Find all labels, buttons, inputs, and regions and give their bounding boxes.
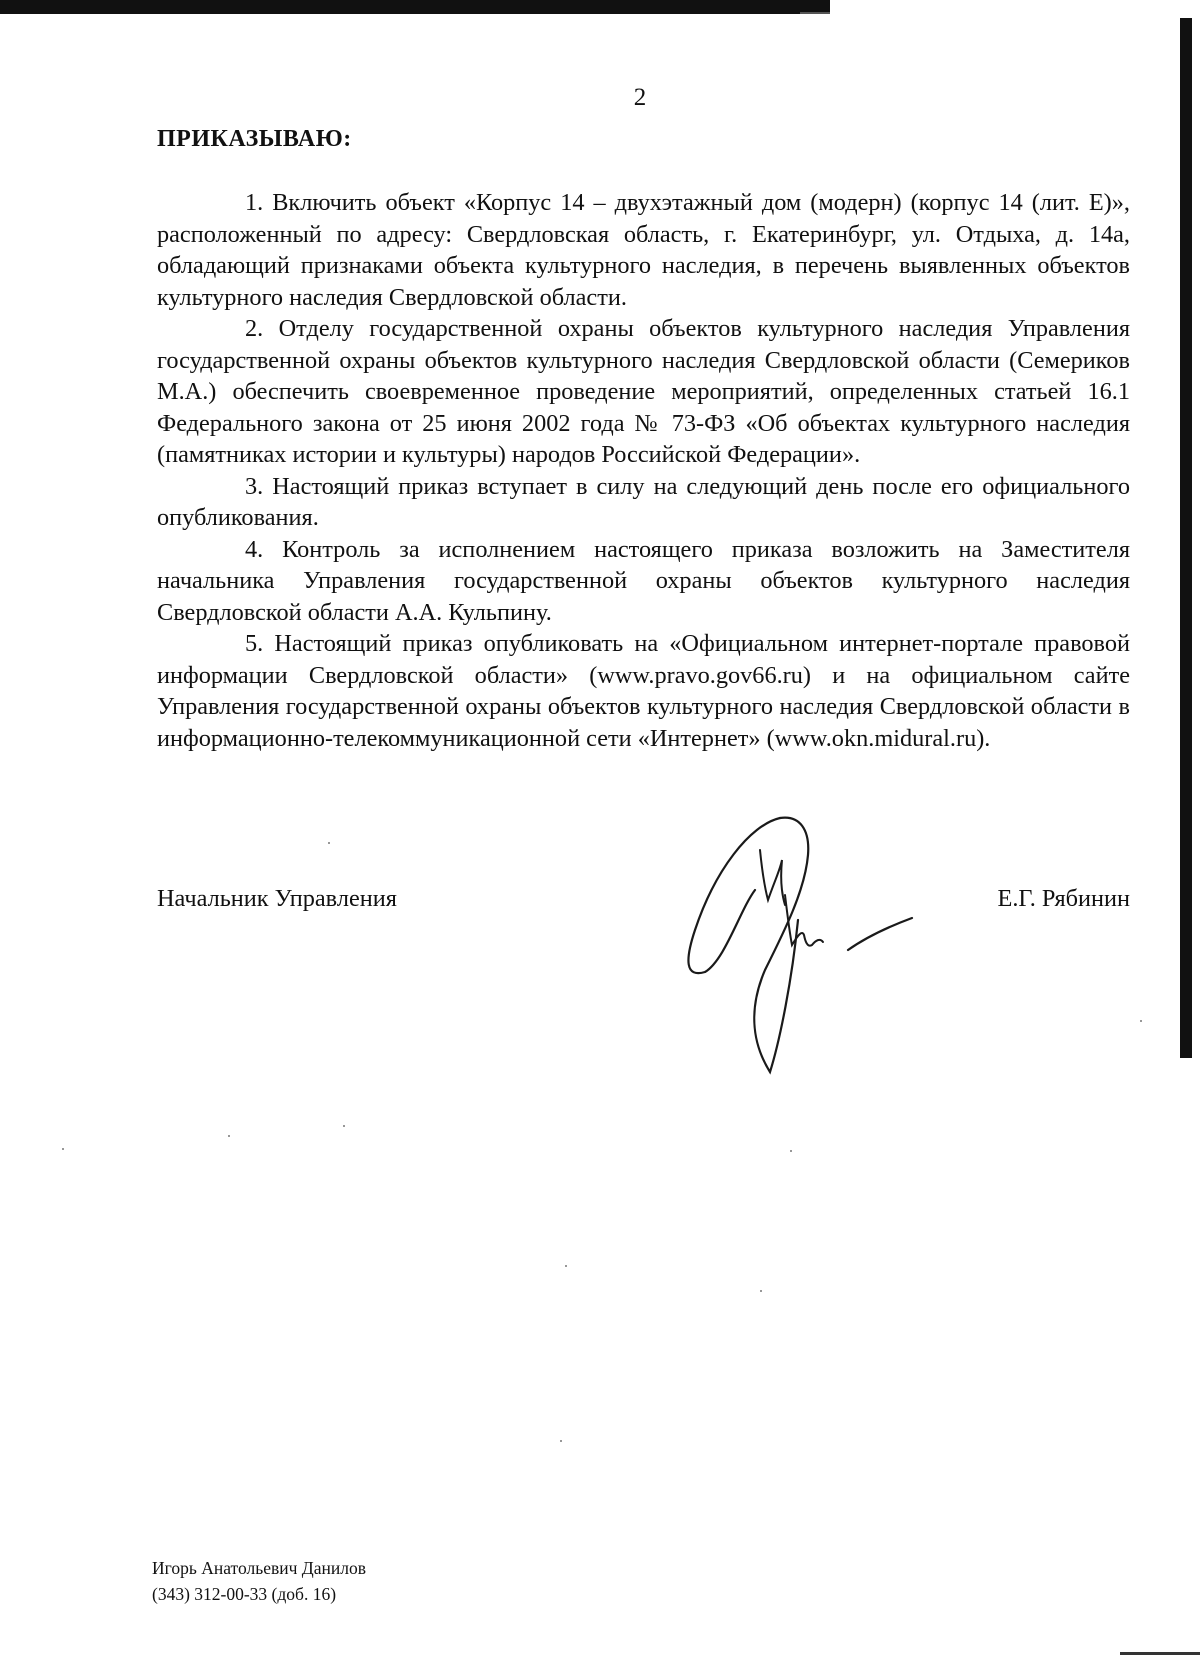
order-body: [157, 187, 1130, 754]
order-heading: ПРИКАЗЫВАЮ:: [157, 126, 352, 152]
scan-edge-right: [1180, 18, 1192, 1058]
signatory-title: Начальник Управления: [157, 885, 397, 912]
scan-speck: [343, 1125, 345, 1127]
scan-speck: [790, 1150, 792, 1152]
scan-speck: [228, 1135, 230, 1137]
order-item-1: 1. Включить объект «Корпус 14 – двухэтажный дом (модерн) (корпус 14 (лит. Е)», расположенный по адресу: Свердловская область, г. Екатеринбург, ул. Отдыха, д. 14а, обладающий признаками объекта культурного наследия, в перечень выявленных объектов культурного наследия Свердловской области.: [157, 189, 1130, 311]
document-footer: [152, 1555, 366, 1607]
scan-speck: [1140, 1020, 1142, 1022]
order-item-2: 2. Отделу государственной охраны объектов культурного наследия Управления государственной охраны объектов культурного наследия Свердловской области (Семериков М.А.) обеспечить своевременное проведение мероприятий, определенных статьей 16.1 Федерального закона от 25 июня 2002 года № 73-ФЗ «Об объектах культурного наследия (памятниках истории и культуры) народов Российской Федерации».: [157, 315, 1130, 468]
signature-block: [157, 885, 1130, 925]
contact-phone: (343) 312-00-33 (доб. 16): [152, 1584, 337, 1604]
order-item-5: 5. Настоящий приказ опубликовать на «Официальном интернет-портале правовой информации Свердловской области» (www.pravo.gov66.ru) и на официальном сайте Управления государственной охраны объектов культурного наследия Свердловской области в информационно-телекоммуникационной сети «Интернет» (www.okn.midural.ru).: [157, 630, 1130, 752]
order-item-4: 4. Контроль за исполнением настоящего приказа возложить на Заместителя начальника Управления государственной охраны объектов культурного наследия Свердловской области А.А. Кульпину.: [157, 535, 1130, 626]
scan-speck: [328, 842, 330, 844]
scan-speck: [760, 1290, 762, 1292]
handwritten-signature: [680, 810, 920, 1080]
scan-speck: [62, 1148, 64, 1150]
signatory-name: Е.Г. Рябинин: [997, 885, 1130, 912]
contact-name: Игорь Анатольевич Данилов: [152, 1558, 366, 1578]
scan-edge-top-line: [800, 12, 830, 14]
scan-edge-top: [0, 0, 830, 14]
page-number: 2: [633, 84, 647, 111]
order-item-3: 3. Настоящий приказ вступает в силу на следующий день после его официального опубликования.: [157, 472, 1130, 531]
scan-speck: [560, 1440, 562, 1442]
scan-speck: [565, 1265, 567, 1267]
scan-edge-bottom: [1120, 1652, 1200, 1655]
